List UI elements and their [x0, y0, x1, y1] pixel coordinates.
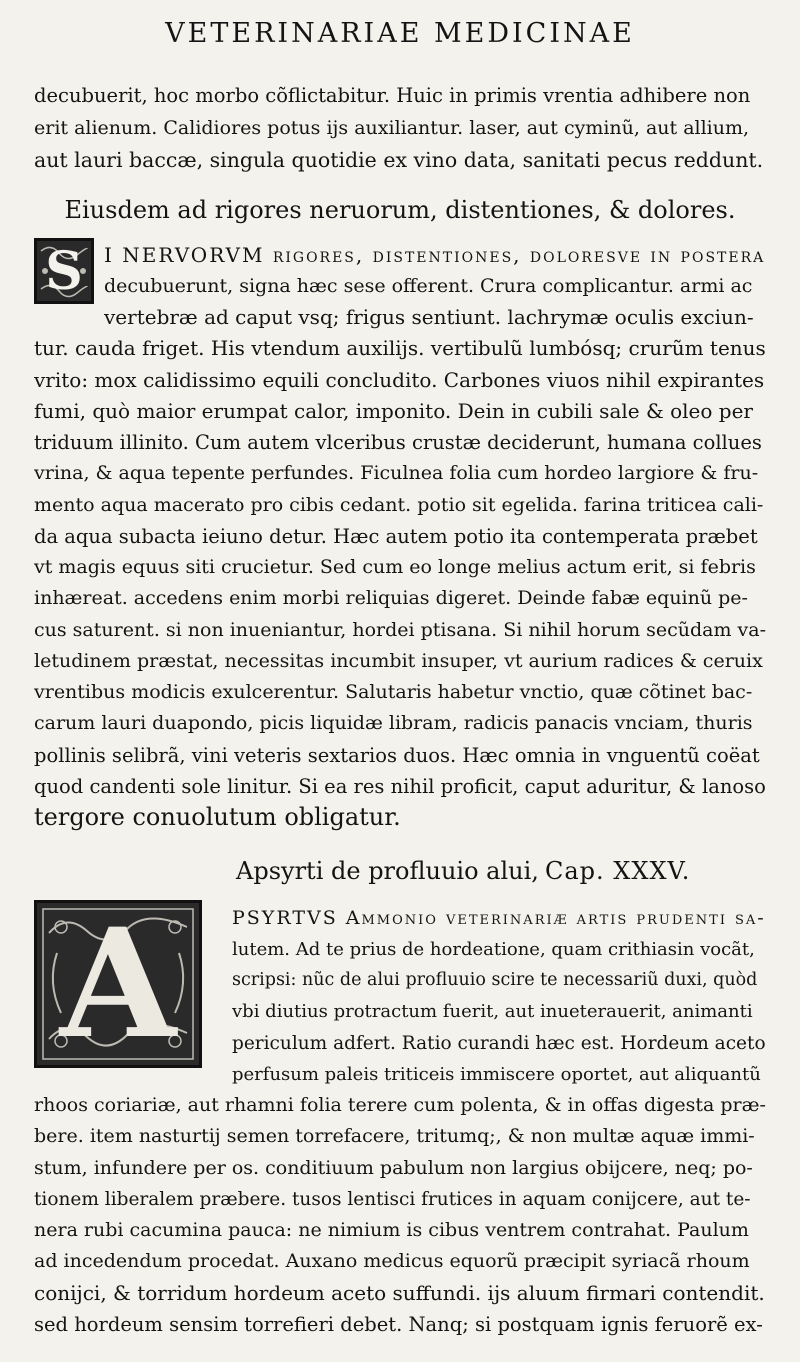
text-line: sed hordeum sensim torrefieri debet. Nanq; si postquam ignis feruorẽ ex- — [34, 1313, 763, 1336]
text-line: vrina, & aqua tepente perfundes. Ficulnea folia cum hordeo largiore & fru- — [34, 462, 759, 484]
text-line: conijci, & torridum hordeum aceto suffundi. ijs aluum firmari contendit. — [34, 1281, 765, 1305]
initial-letter: A — [59, 896, 177, 1072]
decorated-initial-s — [34, 238, 94, 304]
text-line: letudinem præstat, necessitas incumbit insuper, vt aurium radices & ceruix — [34, 650, 763, 672]
text-line: scripsi: nũc de alui profluuio scire te necessariũ duxi, quòd — [232, 970, 758, 990]
text-line: vrentibus modicis exulcerentur. Salutaris habetur vnctio, quæ cõtinet bac- — [34, 681, 753, 703]
decorated-initial-a — [34, 896, 202, 1072]
text-line: vrito: mox calidissimo equili concludito. Carbones viuos nihil expirantes — [34, 368, 765, 392]
text-line: fumi, quò maior erumpat calor, imponito. Dein in cubili sale & oleo per — [34, 399, 753, 423]
text-line: erit alienum. Calidiores potus ijs auxiliantur. laser, aut cyminũ, aut allium, — [34, 117, 750, 139]
text-line: PSYRTVS Ammonio veterinariæ artis prudenti sa- — [232, 907, 766, 929]
text-line: inhæreat. accedens enim morbi reliquias digeret. Deinde fabæ equinũ pe- — [34, 587, 748, 609]
text-line: mento aqua macerato pro cibis cedant. potio sit egelida. farina triticea cali- — [34, 494, 764, 516]
text-line: tergore conuolutum obligatur. — [34, 803, 401, 831]
text-line: lutem. Ad te prius de hordeatione, quam crithiasin vocãt, — [232, 939, 755, 960]
text-line: decubuerunt, signa hæc sese offerent. Crura complicantur. armi ac — [104, 275, 753, 297]
text-line: ad incedendum procedat. Auxano medicus equorũ præcipit syriacã rhoum — [34, 1250, 750, 1272]
text-line: vbi diutius protractum fuerit, aut inueterauerit, animanti — [232, 1001, 753, 1022]
text-line: stum, infundere per os. conditiuum pabulum non largius obijcere, neq; po- — [34, 1157, 753, 1179]
text-line: vt magis equus siti crucietur. Sed cum eo longe melius actum erit, si febris — [34, 556, 756, 578]
text-line: da aqua subacta ieiuno detur. Hæc autem potio ita contemperata præbet — [34, 525, 758, 548]
text-line: perfusum paleis triticeis immiscere oportet, aut aliquantũ — [232, 1064, 761, 1085]
text-line: vertebræ ad caput vsq; frigus sentiunt. lachrymæ oculis exciun- — [104, 305, 754, 329]
text-line: I NERVORVM rigores, distentiones, doloresve in postera — [104, 243, 766, 267]
text-line: carum lauri duapondo, picis liquidæ libram, radicis panacis vnciam, thuris — [34, 712, 753, 734]
text-line: pollinis selibrã, vini veteris sextarios duos. Hæc omnia in vnguentũ coëat — [34, 744, 760, 767]
chapter-heading-title: Apsyrti de profluuio alui, — [236, 857, 539, 885]
text-line: aut lauri baccæ, singula quotidie ex vino data, sanitati pecus reddunt. — [34, 148, 764, 172]
text-line: quod candenti sole linitur. Si ea res nihil proficit, caput aduritur, & lanoso — [34, 775, 766, 798]
text-line: decubuerit, hoc morbo cõflictabitur. Huic in primis vrentia adhibere non — [34, 84, 751, 107]
text-line: cus saturent. si non inueniantur, hordei ptisana. Si nihil horum secũdam va- — [34, 619, 766, 641]
text-line: tionem liberalem præbere. tusos lentisci frutices in aquam conijcere, aut te- — [34, 1189, 751, 1210]
text-line: nera rubi cacumina pauca: ne nimium is cibus ventrem contrahat. Paulum — [34, 1219, 749, 1241]
initial-letter: S — [45, 240, 83, 302]
text-line: periculum adfert. Ratio curandi hæc est. Hordeum aceto — [232, 1033, 766, 1054]
text-line: tur. cauda friget. His vtendum auxilijs. vertibulũ lumbósq; crurũm tenus — [34, 336, 766, 360]
chapter-number: Cap. XXXV. — [545, 857, 691, 885]
running-header: VETERINARIAE MEDICINAE — [165, 18, 635, 49]
text-line: bere. item nasturtij semen torrefacere, tritumq;, & non multæ aquæ immi- — [34, 1125, 755, 1147]
text-line: rhoos coriariæ, aut rhamni folia terere cum polenta, & in offas digesta præ- — [34, 1094, 766, 1116]
text-line: triduum illinito. Cum autem vlceribus crustæ deciderunt, humana collues — [34, 431, 762, 454]
section-heading: Eiusdem ad rigores neruorum, distentiones, & dolores. — [64, 196, 736, 224]
